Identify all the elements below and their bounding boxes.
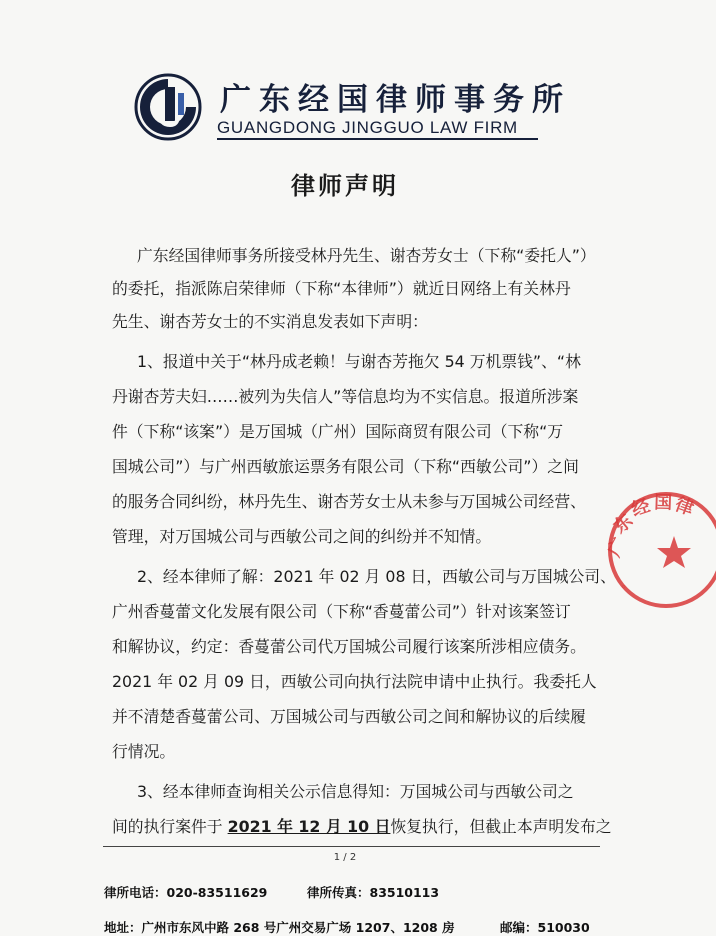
- body-line: 行情况。: [112, 742, 176, 761]
- body-line: 并不清楚香蔓蕾公司、万国城公司与西敏公司之间和解协议的后续履: [112, 707, 586, 726]
- svg-text:广: 广: [603, 534, 631, 561]
- body-line: 管理，对万国城公司与西敏公司之间的纠纷并不知情。: [112, 527, 492, 546]
- last-line-suffix: 恢复执行，但截止本声明发布之: [390, 817, 612, 836]
- body-line: 件（下称“该案”）是万国城（广州）国际商贸有限公司（下称“万: [112, 422, 564, 441]
- svg-text:律: 律: [672, 493, 697, 520]
- last-line-prefix: 间的执行案件于: [112, 817, 228, 836]
- svg-text:。: 。: [618, 574, 634, 591]
- body-line: 3、经本律师查询相关公示信息得知：万国城公司与西敏公司之: [137, 782, 574, 801]
- firm-name-cn: 广东经国律师事务所: [220, 82, 571, 118]
- body-line: 2021 年 02 月 09 日，西敏公司向执行法院申请中止执行。我委托人: [112, 672, 597, 691]
- official-seal-icon: [596, 488, 716, 618]
- document-title: 律师声明: [291, 172, 399, 200]
- body-line: 广东经国律师事务所接受林丹先生、谢杏芳女士（下称“委托人”）: [137, 246, 596, 265]
- firm-phone: 律所电话：020-83511629: [104, 885, 268, 900]
- body-line: 广州香蔓蕾文化发展有限公司（下称“香蔓蕾公司”）针对该案签订: [112, 602, 571, 621]
- body-line: 2、经本律师了解：2021 年 02 月 08 日，西敏公司与万国城公司、: [137, 567, 616, 586]
- svg-text:国: 国: [653, 492, 673, 514]
- body-line: 的委托，指派陈启荣律师（下称“本律师”）就近日网络上有关林丹: [112, 279, 571, 298]
- firm-name-en: GUANGDONG JINGGUO LAW FIRM: [217, 118, 518, 137]
- firm-logo-icon: [134, 73, 202, 141]
- header-divider: [217, 138, 538, 140]
- body-line: 先生、谢杏芳女士的不实消息发表如下声明：: [112, 312, 428, 331]
- page-number: 1 / 2: [333, 852, 357, 863]
- resume-date: 2021 年 12 月 10 日: [227, 817, 391, 836]
- svg-text:东: 东: [609, 510, 638, 538]
- firm-fax: 律所传真：83510113: [307, 885, 440, 900]
- body-line: 和解协议，约定：香蔓蕾公司代万国城公司履行该案所涉相应债务。: [112, 637, 586, 656]
- body-line: 1、报道中关于“林丹成老赖！与谢杏芳拖欠 54 万机票钱”、“林: [137, 352, 581, 371]
- svg-text:经: 经: [629, 495, 653, 521]
- body-line-last: [112, 814, 612, 837]
- body-line: 的服务合同纠纷，林丹先生、谢杏芳女士从未参与万国城公司经营、: [112, 492, 586, 511]
- body-line: 国城公司”）与广州西敏旅运票务有限公司（下称“西敏公司”）之间: [112, 457, 579, 476]
- footer-divider: [103, 846, 600, 847]
- body-line: 丹谢杏芳夫妇……被列为失信人”等信息均为不实信息。报道所涉案: [112, 387, 579, 406]
- firm-postcode: 邮编：510030: [500, 920, 590, 935]
- firm-address: 地址：广州市东风中路 268 号广州交易广场 1207、1208 房: [104, 920, 455, 935]
